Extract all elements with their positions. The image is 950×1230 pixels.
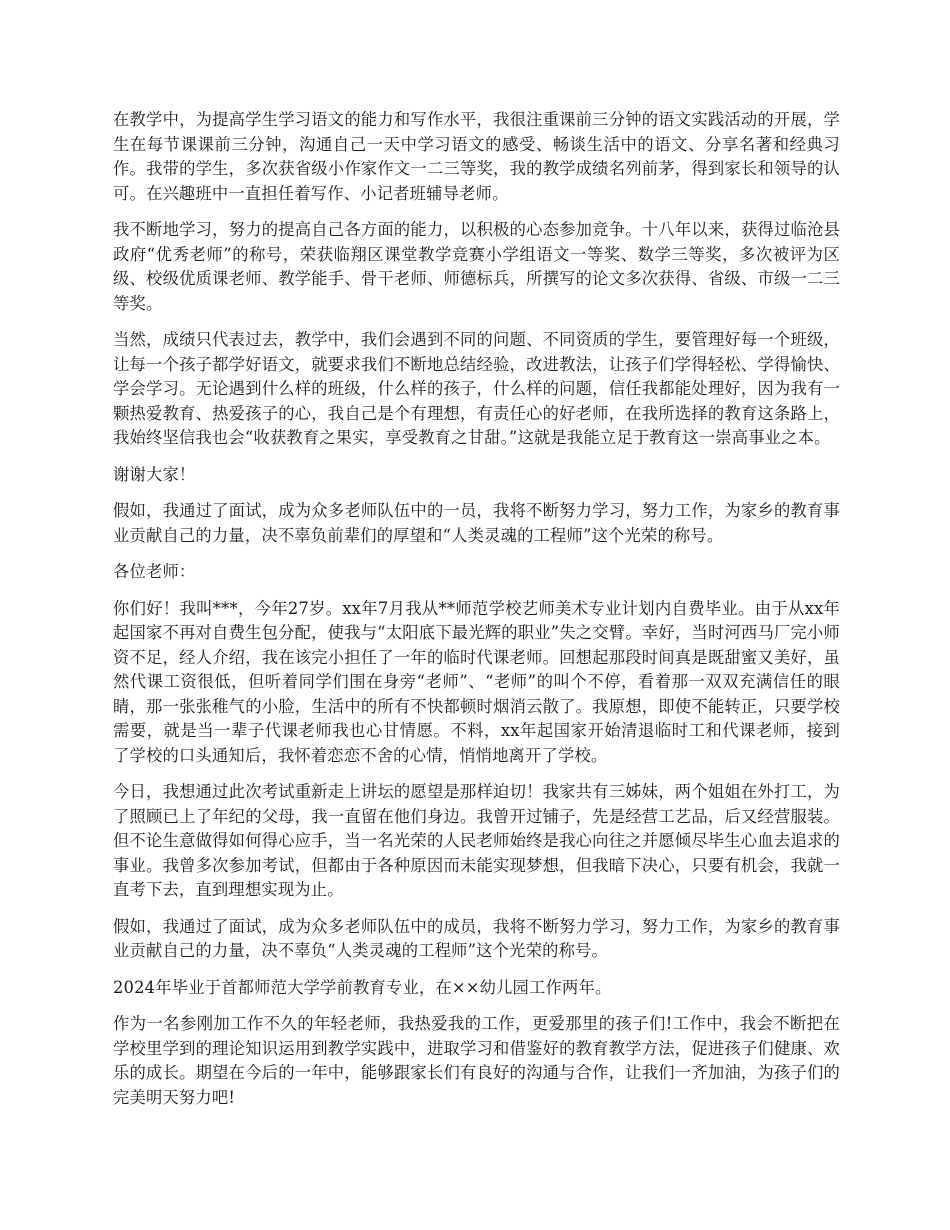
- paragraph-young-teacher: 作为一名参刚加工作不久的年轻老师，我热爱我的工作，更爱那里的孩子们!工作中，我会不断把在学校里学到的理论知识运用到教学实践中，进取学习和借鉴好的教育教学方法，促进孩子们健康、欢乐的成长。期望在今后的一年中，能够跟家长们有良好的沟通与合作，让我们一齐加油，为孩子们的完美明天努力吧!: [113, 1014, 840, 1107]
- paragraph-aspiration: 今日，我想通过此次考试重新走上讲坛的愿望是那样迫切！我家共有三姊妹，两个姐姐在外打工，为了照顾已上了年纪的父母，我一直留在他们身边。我曾开过铺子，先是经营工艺品，后又经营服装。但不论生意做得如何得心应手，当一名光荣的人民老师始终是我心向往之并愿倾尽毕生心血去追求的事业。我曾多次参加考试，但都由于各种原因而未能实现梦想，但我暗下决心，只要有机会，我就一直考下去，直到理想实现为止。: [113, 782, 840, 899]
- paragraph-education: 2024年毕业于首都师范大学学前教育专业，在××幼儿园工作两年。: [113, 977, 612, 997]
- paragraph-pledge-2: 假如，我通过了面试，成为众多老师队伍中的成员，我将不断努力学习，努力工作，为家乡的教育事业贡献自己的力量，决不辜负“人类灵魂的工程师”这个光荣的称号。: [113, 916, 840, 960]
- paragraph-self-introduction: 你们好！我叫***，今年27岁。xx年7月我从**师范学校艺师美术专业计划内自费毕业。由于从xx年起国家不再对自费生包分配，使我与“太阳底下最光辉的职业”失之交臂。幸好，当时河西马厂完小师资不足，经人介绍，我在该完小担任了一年的临时代课老师。回想起那段时间真是既甜蜜又美好，虽然代课工资很低，但听着同学们围在身旁“老师”、“老师”的叫个不停，看着那一双双充满信任的眼睛，那一张张稚气的小脸，生活中的所有不快都顿时烟消云散了。我原想，即使不能转正，只要学校需要，就是当一辈子代课老师我也心甘情愿。不料，xx年起国家开始清退临时工和代课老师，接到了学校的口头通知后，我怀着恋恋不舍的心情，悄悄地离开了学校。: [113, 598, 840, 765]
- document-body: [113, 108, 840, 1122]
- paragraph-philosophy: 当然，成绩只代表过去，教学中，我们会遇到不同的问题、不同资质的学生，要管理好每一个班级，让每一个孩子都学好语文，就要求我们不断地总结经验，改进教法，让孩子们学得轻松、学得愉快、学会学习。无论遇到什么样的班级，什么样的孩子，什么样的问题，信任我都能处理好，因为我有一颗热爱教育、热爱孩子的心，我自己是个有理想，有责任心的好老师，在我所选择的教育这条路上，我始终坚信我也会“收获教育之果实，享受教育之甘甜。”这就是我能立足于教育这一崇高事业之本。: [113, 330, 840, 447]
- paragraph-salutation: 各位老师：: [113, 562, 196, 581]
- paragraph-teaching-practice: 在教学中，为提高学生学习语文的能力和写作水平，我很注重课前三分钟的语文实践活动的开展，学生在每节课课前三分钟，沟通自己一天中学习语文的感受、畅谈生活中的语文、分享名著和经典习作。我带的学生，多次获省级小作家作文一二三等奖，我的教学成绩名列前茅，得到家长和领导的认可。在兴趣班中一直担任着写作、小记者班辅导老师。: [113, 110, 840, 203]
- paragraph-pledge-1: 假如，我通过了面试，成为众多老师队伍中的一员，我将不断努力学习，努力工作，为家乡的教育事业贡献自己的力量，决不辜负前辈们的厚望和“人类灵魂的工程师”这个光荣的称号。: [113, 501, 840, 545]
- paragraph-thanks: 谢谢大家！: [113, 464, 196, 484]
- paragraph-achievements: 我不断地学习，努力的提高自己各方面的能力，以积极的心态参加竞争。十八年以来，获得过临沧县政府“优秀老师”的称号，荣获临翔区课堂教学竞赛小学组语文一等奖、数学三等奖，多次被评为区级、校级优质课老师、教学能手、骨干老师、师德标兵，所撰写的论文多次获得、省级、市级一二三等奖。: [113, 220, 840, 313]
